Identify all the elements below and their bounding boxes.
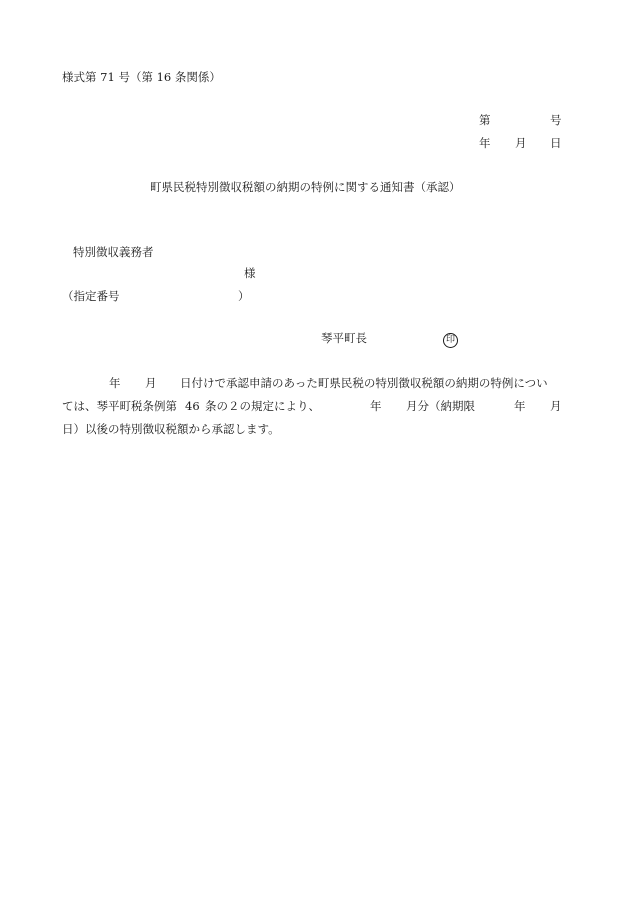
body-line2-year: 年 xyxy=(370,399,382,413)
body-line2-month-deadline: 月分（納期限 xyxy=(406,399,475,413)
date-month: 月 xyxy=(515,136,527,150)
body-line2-year2: 年 xyxy=(514,399,526,413)
body-line1-month: 月 xyxy=(145,376,157,390)
addressee-label: 特別徴収義務者 xyxy=(73,245,154,259)
date-day: 日 xyxy=(550,136,562,150)
form-number: 様式第 71 号（第 16 条関係） xyxy=(62,70,221,84)
doc-number-go: 号 xyxy=(550,113,562,127)
body-line2-start: ては、琴平町税条例第 xyxy=(62,399,177,413)
designation-number-close: ） xyxy=(238,289,250,303)
body-line1-text: 日付けで承認申請のあった町県民税の特別徴収税額の納期の特例につい xyxy=(180,376,548,390)
doc-number-dai: 第 xyxy=(479,113,491,127)
designation-number-open: （指定番号 xyxy=(62,289,120,303)
addressee-honorific: 様 xyxy=(244,266,256,280)
issuer-seal xyxy=(443,331,458,348)
body-line3: 日）以後の特別徴収税額から承認します。 xyxy=(62,422,280,436)
body-line2-article-number: 46 xyxy=(185,399,200,413)
body-line2-middle: 条の２の規定により、 xyxy=(205,399,320,413)
seal-mark: 印 xyxy=(443,333,458,348)
body-line2-month2: 月 xyxy=(550,399,562,413)
document-title: 町県民税特別徴収税額の納期の特例に関する通知書（承認） xyxy=(150,180,461,194)
issuer-name: 琴平町長 xyxy=(321,331,367,345)
date-year: 年 xyxy=(479,136,491,150)
body-line1-year: 年 xyxy=(109,376,121,390)
